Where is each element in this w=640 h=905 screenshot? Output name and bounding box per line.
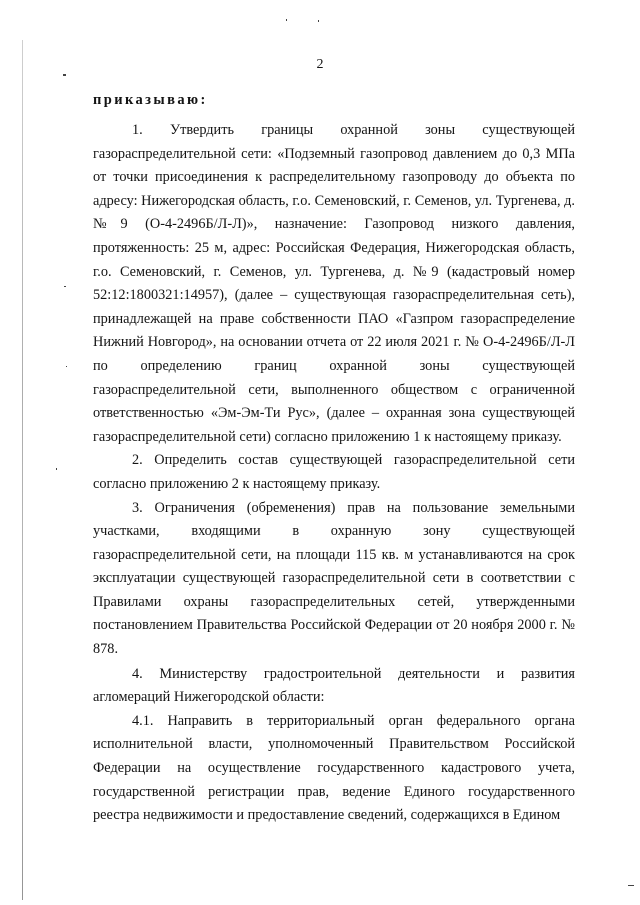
scan-speck (66, 366, 67, 367)
scan-speck (318, 20, 319, 22)
scan-speck (628, 885, 634, 886)
scan-speck (286, 19, 287, 21)
paragraph-2: 2. Определить состав существующей газораспределительной сети согласно приложению 2 к настоящему приказу. (93, 452, 575, 492)
page-number: 2 (316, 57, 324, 72)
order-heading: приказываю: (93, 92, 208, 108)
document-body (93, 119, 575, 828)
paragraph-4: 4. Министерству градостроительной деятельности и развития агломераций Нижегородской области: (93, 665, 575, 706)
scan-speck (56, 468, 57, 470)
paragraph-1: 1. Утвердить границы охранной зоны существующей газораспределительной сети: «Подземный газопровод давлением до 0,3 МПа от точки присоединения к распределительному газопроводу до объекта по адресу: Нижегородская область, г.о. Семеновский, г. Семенов, ул. Тургенева, д. №9 (О-4-2496Б/Л-Л)», назначение: Газопровод низкого давления, протяженность: 25 м, адрес: Российская Федерация, Нижегородская область, г.о. Семеновский, г. Семенов, ул. Тургенева, д. №9 (кадастровый номер 52:12:1800321:14957), (далее – существующая газораспределительная сеть), принадлежащей на праве собственности ПАО «Газпром газораспределение Нижний Новгород», на основании отчета от 22 июля 2021 г. № О-4-2496Б/Л-Л по определению границ охранной зоны существующей газораспределительной сети, выполненного обществом с ограниченной ответственностью «Эм-Эм-Ти Рус», (далее – охранная зона существующей газораспределительной сети) согласно приложению 1 к настоящему приказу. (93, 122, 575, 445)
scan-speck (64, 286, 66, 287)
paragraph-4-1: 4.1. Направить в территориальный орган федерального органа исполнительной власти, уполномоченный Правительством Российской Федерации на осуществление государственного кадастрового учета, государственной регистрации прав, ведение Единого государственного реестра недвижимости и предоставление сведений, содержащихся в Едином (93, 712, 575, 824)
scan-edge-shadow (22, 40, 23, 900)
scan-speck (63, 74, 66, 76)
paragraph-3: 3. Ограничения (обременения) прав на пользование земельными участками, входящими в охранную зону существующей газораспределительной сети, на площади 115 кв. м устанавливаются на срок эксплуатации существующей газораспределительной сети в соответствии с Правилами охраны газораспределительных сетей, утвержденными постановлением Правительства Российской Федерации от 20 ноября 2000 г. № 878. (93, 499, 575, 658)
